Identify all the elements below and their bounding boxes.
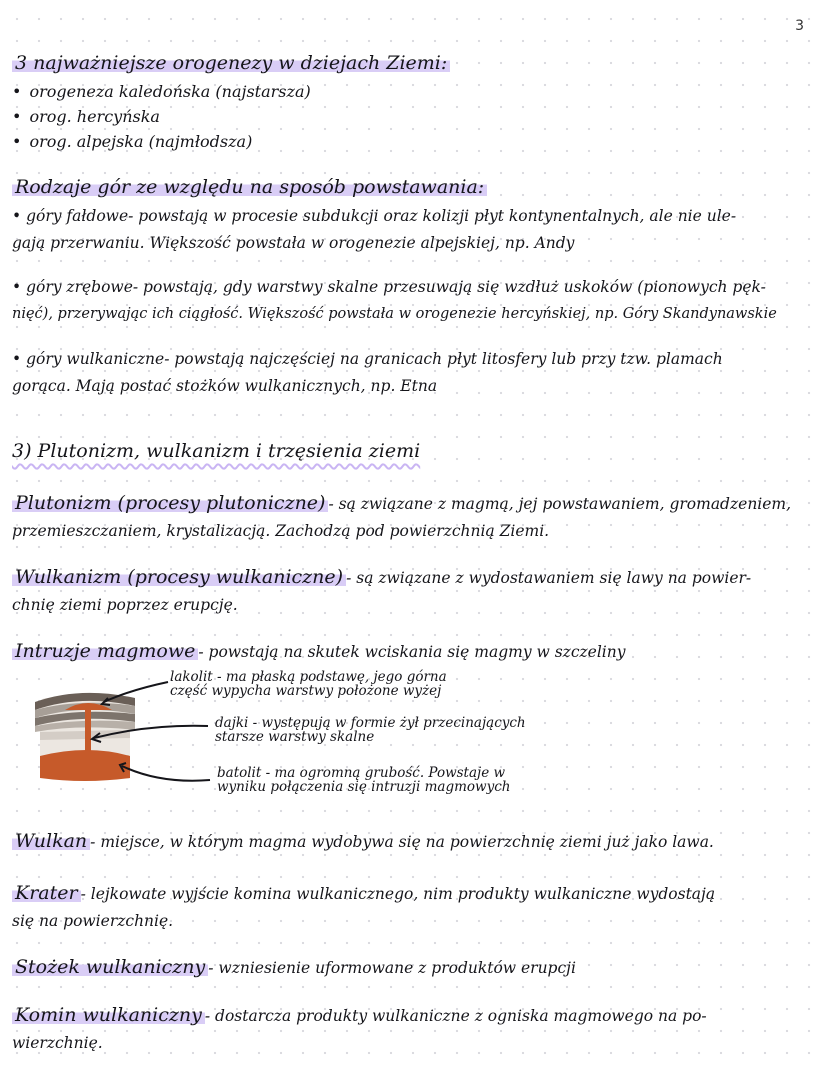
intrusions-paragraph: Intruzje magmowe - powstają na skutek wciskania się magmy w szczeliny xyxy=(12,638,818,666)
crater-paragraph: Krater - lejkowate wyjście komina wulkanicznego, nim produkty wulkaniczne wydostają się na powierzchnię. xyxy=(12,882,716,930)
volcanism-paragraph: Wulkanizm (procesy wulkaniczne) - są związane z wydostawaniem się lawy na powier- chnię ziemi poprzez erupcję. xyxy=(12,566,752,614)
batolit-label: batolit - ma ogromną grubość. Powstaje w wyniku połączenia się intruzji magmowych xyxy=(217,765,511,795)
page-number: 3 xyxy=(795,18,804,34)
folded-mountains-paragraph: • góry fałdowe- powstają w procesie subdukcji oraz kolizji płyt kontynentalnych, ale nie ule- gają przerwaniu. Większość powstała w orogenezie alpejskiej, np. Andy xyxy=(12,207,737,252)
block-mountains-paragraph: • góry zrębowe- powstają, gdy warstwy skalne przesuwają się wzdłuż uskoków (pionowych pęk- nięć), przerywając ich ciągłość. Większość powstała w orogenezie hercyńskiej, np. Góry Skandynawskie xyxy=(12,278,777,322)
orogeny-heading: 3 najważniejsze orogenezy w dziejach Ziemi: xyxy=(12,52,450,74)
lakolit-label: lakolit - ma płaską podstawę, jego górna część wypycha warstwy położone wyżej xyxy=(170,669,447,699)
arrow-batolit xyxy=(122,766,210,781)
intrusions-term: Intruzje magmowe xyxy=(12,640,198,662)
cone-paragraph: Stożek wulkaniczny - wzniesienie uformowane z produktów erupcji xyxy=(12,954,818,982)
orogeny-list xyxy=(12,82,311,157)
cone-term: Stożek wulkaniczny xyxy=(12,956,208,978)
dajka-shape xyxy=(85,710,91,756)
magma-intrusion-diagram xyxy=(30,668,590,808)
plutonism-paragraph: Plutonizm (procesy plutoniczne) - są związane z magmą, jej powstawaniem, gromadzeniem, przemieszczaniem, krystalizacją. Zachodzą pod powierzchnią Ziemi. xyxy=(12,492,792,540)
list-item: • orog. hercyńska xyxy=(12,107,311,132)
mountains-heading: Rodzaje gór ze względu na sposób powstawania: xyxy=(12,176,487,198)
volcanism-term: Wulkanizm (procesy wulkaniczne) xyxy=(12,566,346,588)
plutonism-term: Plutonizm (procesy plutoniczne) xyxy=(12,492,328,514)
volcanic-term: góry wulkaniczne xyxy=(26,350,165,368)
list-item: • orogeneza kaledońska (najstarsza) xyxy=(12,82,311,107)
block-term: góry zrębowe xyxy=(26,278,133,296)
volcano-term: Wulkan xyxy=(12,830,90,852)
crater-term: Krater xyxy=(12,882,81,904)
chimney-paragraph: Komin wulkaniczny - dostarcza produkty wulkaniczne z ogniska magmowego na po- wierzchnię. xyxy=(12,1004,707,1052)
folded-term: góry fałdowe xyxy=(26,207,129,225)
list-item: • orog. alpejska (najmłodsza) xyxy=(12,132,311,157)
volcano-paragraph: Wulkan - miejsce, w którym magma wydobywa się na powierzchnię ziemi już jako lawa. xyxy=(12,828,818,856)
dajki-label: dajki - występują w formie żył przecinających starsze warstwy skalne xyxy=(215,715,526,745)
section3-heading: 3) Plutonizm, wulkanizm i trzęsienia ziemi xyxy=(12,440,421,462)
volcanic-mountains-paragraph: • góry wulkaniczne- powstają najczęściej na granicach płyt litosfery lub przy tzw. plamach gorąca. Mają postać stożków wulkanicznych, np. Etna xyxy=(12,350,723,395)
batolit-shape xyxy=(40,750,130,781)
chimney-term: Komin wulkaniczny xyxy=(12,1004,205,1026)
